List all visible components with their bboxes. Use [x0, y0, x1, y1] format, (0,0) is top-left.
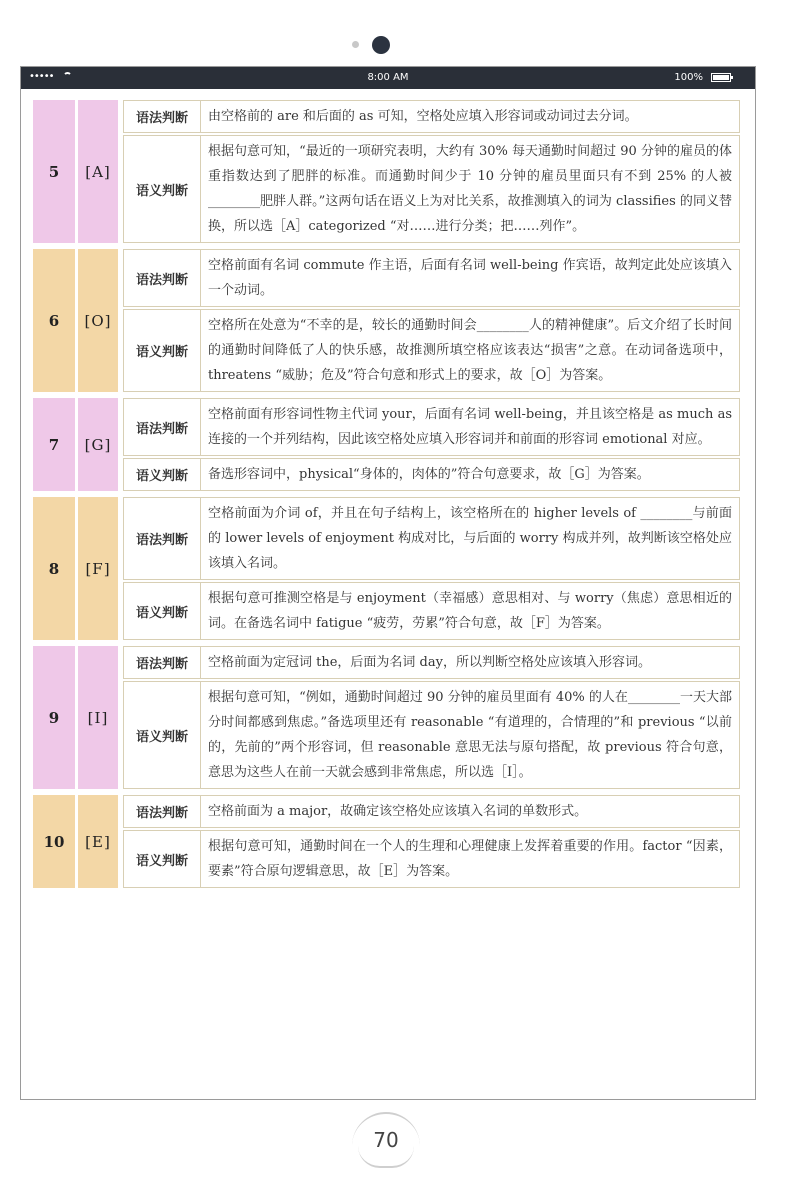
answer-letter: [F]	[78, 497, 118, 640]
question-number: 8	[33, 497, 75, 640]
answer-letter: [A]	[78, 100, 118, 243]
answer-letter: [I]	[78, 646, 118, 789]
analysis-row	[123, 100, 740, 133]
row-text: 根据句意可知，通勤时间在一个人的生理和心理健康上发挥着重要的作用。factor “因素，要素”符合原句逻辑意思，故［E］为答案。	[208, 839, 732, 879]
row-text: 根据句意可推测空格是与 enjoyment（幸福感）意思相对、与 worry（焦虑）意思相近的词。在备选名词中 fatigue “疲劳，劳累”符合句意，故［F］为答案。	[208, 591, 732, 631]
analysis-row	[123, 309, 740, 392]
analysis-row	[123, 497, 740, 580]
answer-letter: [G]	[78, 398, 118, 491]
analysis-row	[123, 795, 740, 828]
row-text: 空格前面为 a major，故确定该空格处应该填入名词的单数形式。	[208, 804, 588, 819]
row-text: 空格前面有形容词性物主代词 your，后面有名词 well-being，并且该空格是 as much as 连接的一个并列结构，因此该空格处应填入形容词并和前面的形容词 emotional 对应。	[208, 407, 732, 447]
row-label: 语义判断	[124, 831, 201, 887]
question-group-5	[33, 100, 740, 243]
answer-letter: [E]	[78, 795, 118, 888]
battery-percent: 100%	[674, 72, 703, 83]
row-text: 空格前面有名词 commute 作主语，后面有名词 well-being 作宾语，故判定此处应该填入一个动词。	[208, 258, 732, 298]
analysis-row	[123, 646, 740, 679]
question-number: 10	[33, 795, 75, 888]
answer-table	[33, 100, 740, 894]
battery-icon	[711, 73, 731, 82]
question-number: 7	[33, 398, 75, 491]
row-text: 空格前面为定冠词 the，后面为名词 day，所以判断空格处应该填入形容词。	[208, 655, 651, 670]
row-label: 语法判断	[124, 399, 201, 455]
status-time: 8:00 AM	[367, 72, 409, 83]
row-label: 语法判断	[124, 647, 201, 678]
analysis-row	[123, 458, 740, 491]
camera-lens	[372, 36, 390, 54]
question-group-10	[33, 795, 740, 888]
question-number: 6	[33, 249, 75, 392]
question-group-7	[33, 398, 740, 491]
question-group-6	[33, 249, 740, 392]
signal-icon: •••••	[29, 71, 54, 82]
analysis-row	[123, 398, 740, 456]
row-label: 语法判断	[124, 250, 201, 306]
row-text: 空格前面为介词 of，并且在句子结构上，该空格所在的 higher levels of ________与前面的 lower levels of enjoyment 构成对比，与后面的 worry 构成并列，故判断该空格处应该填入名词。	[208, 506, 732, 571]
analysis-row	[123, 582, 740, 640]
row-text: 备选形容词中，physical“身体的，肉体的”符合句意要求，故［G］为答案。	[208, 467, 650, 482]
tablet-screen	[20, 66, 756, 1100]
row-label: 语法判断	[124, 101, 201, 132]
analysis-row	[123, 681, 740, 789]
question-group-8	[33, 497, 740, 640]
row-label: 语义判断	[124, 583, 201, 639]
row-label: 语义判断	[124, 136, 201, 242]
row-label: 语义判断	[124, 310, 201, 391]
row-label: 语法判断	[124, 498, 201, 579]
question-number: 9	[33, 646, 75, 789]
camera-dot-small	[352, 41, 359, 48]
row-text: 根据句意可知，“最近的一项研究表明，大约有 30% 每天通勤时间超过 90 分钟的雇员的体重指数达到了肥胖的标准。而通勤时间少于 10 分钟的雇员里面只有不到 25% 的人被________肥胖人群。”这两句话在语义上为对比关系，故推测填入的词为 classifies 的同义替换，所以选［A］categorized “对……进行分类；把……列作”。	[208, 144, 732, 234]
row-label: 语义判断	[124, 682, 201, 788]
row-label: 语义判断	[124, 459, 201, 490]
question-number: 5	[33, 100, 75, 243]
row-text: 根据句意可知，“例如，通勤时间超过 90 分钟的雇员里面有 40% 的人在________一天大部分时间都感到焦虑。”备选项里还有 reasonable “有道理的，合情理的”和 previous “以前的，先前的”两个形容词，但 reasonable 意思无法与原句搭配，故 previous 符合句意，意思为这些人在前一天就会感到非常焦虑，所以选［I］。	[208, 690, 732, 780]
analysis-row	[123, 830, 740, 888]
answer-letter: [O]	[78, 249, 118, 392]
row-text: 由空格前的 are 和后面的 as 可知，空格处应填入形容词或动词过去分词。	[208, 109, 638, 124]
row-text: 空格所在处意为“不幸的是，较长的通勤时间会________人的精神健康”。后文介绍了长时间的通勤时间降低了人的快乐感，故推测所填空格应该表达“损害”之意。在动词备选项中，threatens “威胁；危及”符合句意和形式上的要求，故［O］为答案。	[208, 318, 732, 383]
analysis-row	[123, 135, 740, 243]
question-group-9	[33, 646, 740, 789]
page-number: 70	[373, 1128, 399, 1152]
status-bar	[21, 67, 755, 89]
row-label: 语法判断	[124, 796, 201, 827]
analysis-row	[123, 249, 740, 307]
